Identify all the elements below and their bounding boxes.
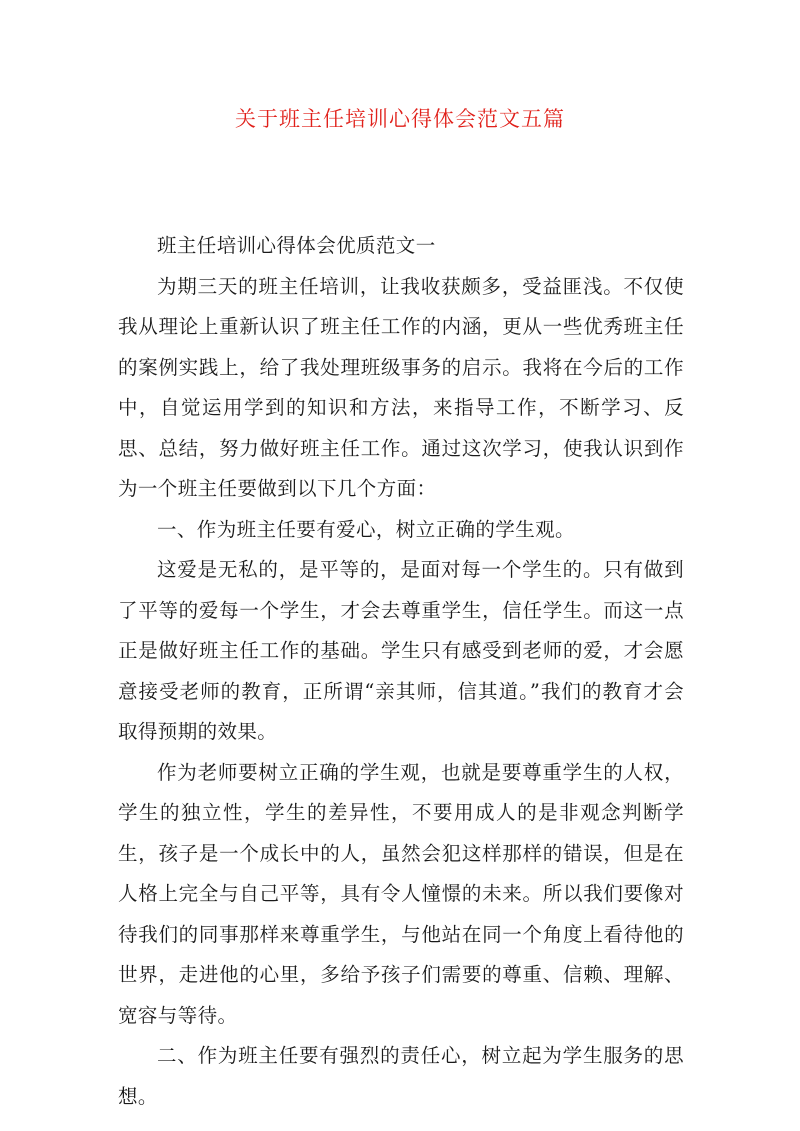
body-paragraph: 这爱是无私的，是平等的，是面对每一个学生的。只有做到了平等的爱每一个学生，才会去尊重学生，信任学生。而这一点正是做好班主任工作的基础。学生只有感受到老师的爱，才会愿意接受老师的教育，正所谓“亲其师，信其道。”我们的教育才会取得预期的效果。 xyxy=(118,558,684,743)
body-paragraph: 为期三天的班主任培训，让我收获颇多，受益匪浅。不仅使我从理论上重新认识了班主任工作的内涵，更从一些优秀班主任的案例实践上，给了我处理班级事务的启示。我将在今后的工作中，自觉运用学到的知识和方法，来指导工作，不断学习、反思、总结，努力做好班主任工作。通过这次学习，使我认识到作为一个班主任要做到以下几个方面： xyxy=(118,274,684,500)
document-title: 关于班主任培训心得体会范文五篇 xyxy=(235,107,565,131)
point-heading: 一、作为班主任要有爱心，树立正确的学生观。 xyxy=(157,517,575,541)
section-heading: 班主任培训心得体会优质范文一 xyxy=(157,234,436,257)
point-heading: 二、作为班主任要有强烈的责任心，树立起为学生服务的思想。 xyxy=(118,1044,684,1108)
document-body xyxy=(118,226,684,1117)
body-paragraph: 作为老师要树立正确的学生观，也就是要尊重学生的人权，学生的独立性，学生的差异性，不要用成人的是非观念判断学生，孩子是一个成长中的人，虽然会犯这样那样的错误，但是在人格上完全与自己平等，具有令人憧憬的未来。所以我们要像对待我们的同事那样来尊重学生，与他站在同一个角度上看待他的世界，走进他的心里，多给予孩子们需要的尊重、信赖、理解、宽容与等待。 xyxy=(118,760,684,1027)
